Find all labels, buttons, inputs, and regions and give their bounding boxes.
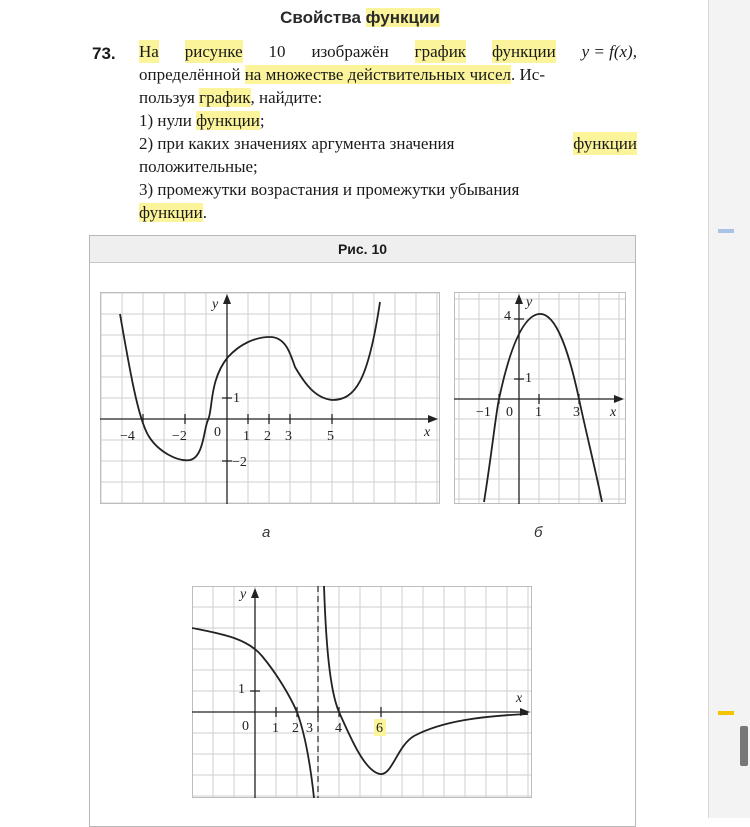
- xtick-label: −1: [476, 405, 491, 420]
- text-highlight: функции: [139, 203, 203, 222]
- sublabel-a: а: [262, 524, 271, 541]
- text-highlight: функции: [196, 111, 260, 130]
- text: .: [202, 203, 207, 222]
- text-highlight: на множестве действительных чисел: [244, 65, 512, 84]
- problem-line-3: [139, 86, 637, 109]
- scroll-marker-blue[interactable]: [718, 229, 734, 233]
- axis-x-label: x: [516, 691, 523, 706]
- text: ;: [259, 111, 265, 130]
- xtick-label: −4: [120, 429, 135, 444]
- formula: y = f(x),: [581, 42, 637, 61]
- graph-a: [100, 292, 440, 504]
- section-title: [0, 8, 720, 28]
- xtick-label: 2: [264, 429, 271, 444]
- xtick-label: −2: [172, 429, 187, 444]
- problem-line-6: положительные;: [139, 157, 258, 176]
- scrollbar-track[interactable]: [708, 0, 750, 818]
- ytick-label: 4: [504, 309, 511, 324]
- xtick-label: 5: [327, 429, 334, 444]
- xtick-label: 6: [376, 721, 383, 736]
- graph-c: [192, 586, 532, 798]
- text: определённой: [139, 65, 241, 84]
- text: 1) нули: [139, 111, 192, 130]
- xtick-label: 0: [214, 425, 221, 440]
- grid: [100, 292, 440, 504]
- ytick-label: −2: [232, 455, 247, 470]
- problem-line-4: [139, 109, 637, 132]
- function-curve: [484, 314, 602, 502]
- axis-x-label: x: [424, 425, 431, 440]
- ytick-label: 1: [525, 371, 532, 386]
- problem-number: 73.: [92, 44, 116, 63]
- problem-73: [92, 40, 637, 224]
- xtick-label: 0: [506, 405, 513, 420]
- xtick-label: 1: [535, 405, 542, 420]
- problem-line-7: 3) промежутки возрастания и промежутки убывания: [139, 180, 520, 199]
- function-curve-right: [324, 586, 528, 774]
- problem-text: [139, 40, 637, 224]
- word: изображён: [311, 42, 389, 61]
- figure-10: [89, 235, 636, 827]
- xtick-label: 3: [285, 429, 292, 444]
- text: , найдите:: [250, 88, 323, 107]
- graph-b: [454, 292, 626, 504]
- function-curve-left: [192, 628, 314, 798]
- problem-line-5: [139, 132, 637, 155]
- figure-caption: Рис. 10: [90, 236, 635, 263]
- word: рисунке: [184, 42, 243, 61]
- xtick-label: 1: [272, 721, 279, 736]
- xtick-label: 3: [573, 405, 580, 420]
- scrollbar-thumb[interactable]: [740, 726, 748, 766]
- word: На: [139, 42, 159, 61]
- axis-y-label: y: [526, 295, 533, 310]
- text: . Ис-: [511, 65, 545, 84]
- xtick-label: 3: [306, 721, 313, 736]
- xtick-label: 1: [243, 429, 250, 444]
- problem-line-8: [139, 201, 637, 224]
- section-title-plain: Свойства: [280, 8, 366, 27]
- text: пользуя: [139, 88, 195, 107]
- text: 2) при каких значениях аргумента значения: [139, 134, 455, 153]
- text-highlight: функции: [573, 134, 637, 153]
- word: функции: [491, 42, 556, 61]
- text-highlight: график: [199, 88, 251, 107]
- ticks: [250, 691, 381, 717]
- axis-y-label: y: [212, 297, 219, 312]
- scroll-marker-yellow[interactable]: [718, 711, 734, 715]
- grid-border: [455, 293, 626, 504]
- section-title-highlight: функции: [365, 8, 440, 27]
- xtick-label: 2: [292, 721, 299, 736]
- problem-line-1: [139, 40, 637, 63]
- axis-x-label: x: [610, 405, 617, 420]
- xtick-label: 0: [242, 719, 249, 734]
- problem-line-2: [139, 63, 637, 86]
- ytick-label: 1: [233, 391, 240, 406]
- axis-y-label: y: [240, 587, 247, 602]
- ytick-label: 1: [238, 682, 245, 697]
- word: 10: [268, 42, 286, 61]
- xtick-label: 4: [335, 721, 342, 736]
- function-curve: [120, 302, 380, 460]
- sublabel-b: б: [534, 524, 543, 541]
- word: график: [414, 42, 467, 61]
- grid: [454, 292, 626, 504]
